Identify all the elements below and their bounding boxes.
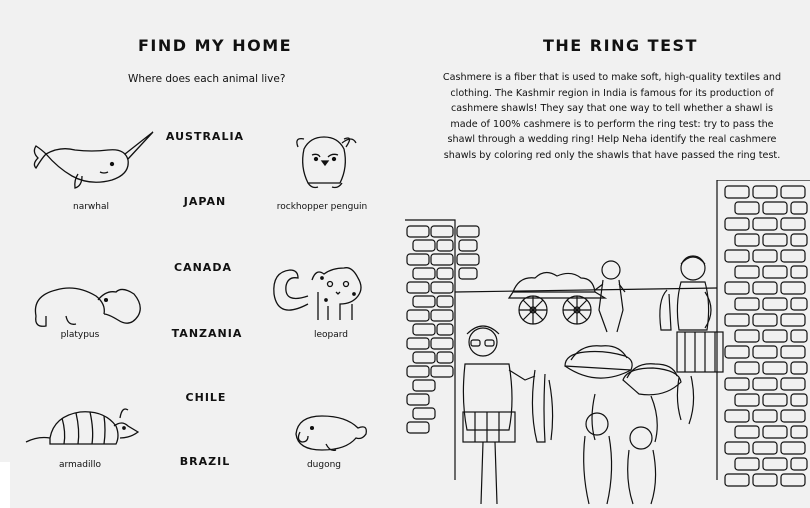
label-armadillo: armadillo [58,460,102,470]
label-platypus: platypus [60,330,100,340]
cart-vendor [595,261,625,332]
right-page [405,0,810,508]
basket-carriers [565,346,681,504]
armadillo-icon [24,396,144,456]
place-canada: CANADA [174,261,232,274]
market-scene-icon [405,180,810,508]
label-dugong: dugong [306,460,342,470]
place-australia: AUSTRALIA [165,130,245,143]
left-wall-bricks [405,220,479,480]
right-wall-bricks [717,180,810,486]
instructions-paragraph: Cashmere is a fiber that is used to make soft, high-quality textiles and clothing. The Kashmir region in India is famous for its production of cashmere shawls! They say that one way to tell whether a shawl is made of 100% cashmere is to perform the ring test: try to pass the shawl through a wedding ring! Help Neha identify the real cashmere shawls by coloring red only the shawls that have passed the ring test. [442,72,782,161]
dugong-icon [286,410,371,455]
page-corner [0,462,10,508]
penguin-icon [290,133,360,193]
label-rockhopper-penguin: rockhopper penguin [276,202,368,212]
shawl-seller-woman [660,256,723,372]
hanging-shawls [532,370,693,442]
place-chile: CHILE [185,391,227,404]
cart [509,272,605,324]
man-with-glasses [463,326,535,504]
place-tanzania: TANZANIA [171,327,243,340]
place-brazil: BRAZIL [179,455,231,468]
label-leopard: leopard [313,330,349,340]
place-japan: JAPAN [183,195,227,208]
page-title-ring-test: THE RING TEST [543,36,698,55]
page-title-find-my-home: FIND MY HOME [138,36,293,55]
label-narwhal: narwhal [73,202,109,212]
leopard-icon [268,264,368,329]
platypus-icon [26,276,146,331]
narwhal-icon [30,128,155,193]
prompt-text: Where does each animal live? [128,73,286,85]
